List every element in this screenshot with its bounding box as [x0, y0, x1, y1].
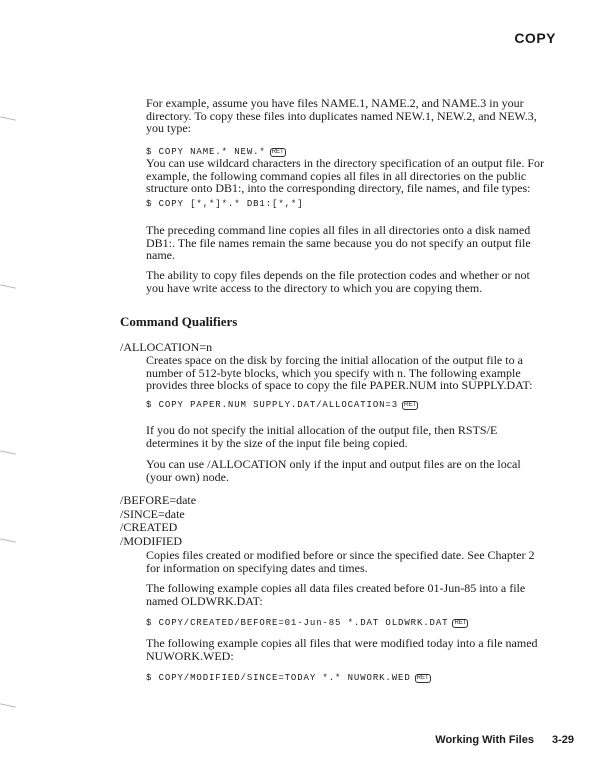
binder-hole-mark	[0, 116, 16, 120]
code-example	[146, 198, 304, 211]
paragraph: The following example copies all data files created before 01-Jun-85 into a file named OLDWRK.DAT:	[146, 581, 526, 608]
paragraph: Copies files created or modified before or since the specified date. See Chapter 2 for information on specifying dates and times.	[146, 548, 535, 575]
qualifier-name: /ALLOCATION=n	[120, 340, 213, 354]
code-example	[146, 399, 418, 412]
page-header-title: COPY	[514, 30, 556, 46]
code-text: $ COPY NAME.* NEW.*	[146, 147, 266, 157]
page-footer	[435, 734, 574, 747]
paragraph: If you do not specify the initial allocation of the output file, then RSTS/E determines it by the size of the input file being copied.	[146, 423, 498, 450]
code-example	[146, 617, 468, 630]
paragraph: The ability to copy files depends on the file protection codes and whether or not you have write access to the directory to which you are copying them.	[146, 268, 530, 295]
return-key-icon: RET	[404, 402, 417, 408]
return-key-icon: RET	[271, 149, 284, 155]
code-text: $ COPY/MODIFIED/SINCE=TODAY *.* NUWORK.WED	[146, 673, 411, 683]
qualifier-name: /MODIFIED	[120, 534, 182, 548]
code-text: $ COPY PAPER.NUM SUPPLY.DAT/ALLOCATION=3	[146, 400, 399, 410]
qualifier-name: /BEFORE=date	[120, 493, 197, 507]
code-text: $ COPY [*,*]*.* DB1:[*,*]	[146, 199, 304, 209]
page-number: 3-29	[551, 734, 574, 746]
paragraph: You can use wildcard characters in the directory specification of an output file. For example, the following command copies all files in all directories on the public structure onto DB1:, into the corresponding directory, file names, and file types:	[146, 156, 544, 196]
footer-chapter: Working With Files	[435, 734, 534, 746]
paragraph: For example, assume you have files NAME.1, NAME.2, and NAME.3 in your directory. To copy these files into duplicates named NEW.1, NEW.2, and NEW.3, you type:	[146, 96, 537, 136]
binder-hole-mark	[0, 538, 16, 542]
paragraph: The following example copies all files that were modified today into a file named NUWORK.WED:	[146, 636, 538, 663]
return-key-icon: RET	[454, 620, 467, 626]
code-text: $ COPY/CREATED/BEFORE=01-Jun-85 *.DAT OLDWRK.DAT	[146, 618, 449, 628]
paragraph: Creates space on the disk by forcing the initial allocation of the output file to a number of 512-byte blocks, which you specify with n. The following example provides three blocks of space to copy the file PAPER.NUM into SUPPLY.DAT:	[146, 353, 533, 393]
binder-hole-mark	[0, 703, 16, 707]
paragraph: You can use /ALLOCATION only if the input and output files are on the local (your own) node.	[146, 457, 521, 484]
qualifier-name: /SINCE=date	[120, 507, 185, 521]
code-example	[146, 672, 431, 685]
binder-hole-mark	[0, 284, 16, 288]
paragraph: The preceding command line copies all files in all directories onto a disk named DB1:. The file names remain the same because you do not specify an output file name.	[146, 223, 531, 263]
qualifier-name: /CREATED	[120, 520, 178, 534]
return-key-icon: RET	[416, 675, 429, 681]
binder-hole-mark	[0, 450, 16, 454]
section-heading: Command Qualifiers	[120, 314, 238, 329]
